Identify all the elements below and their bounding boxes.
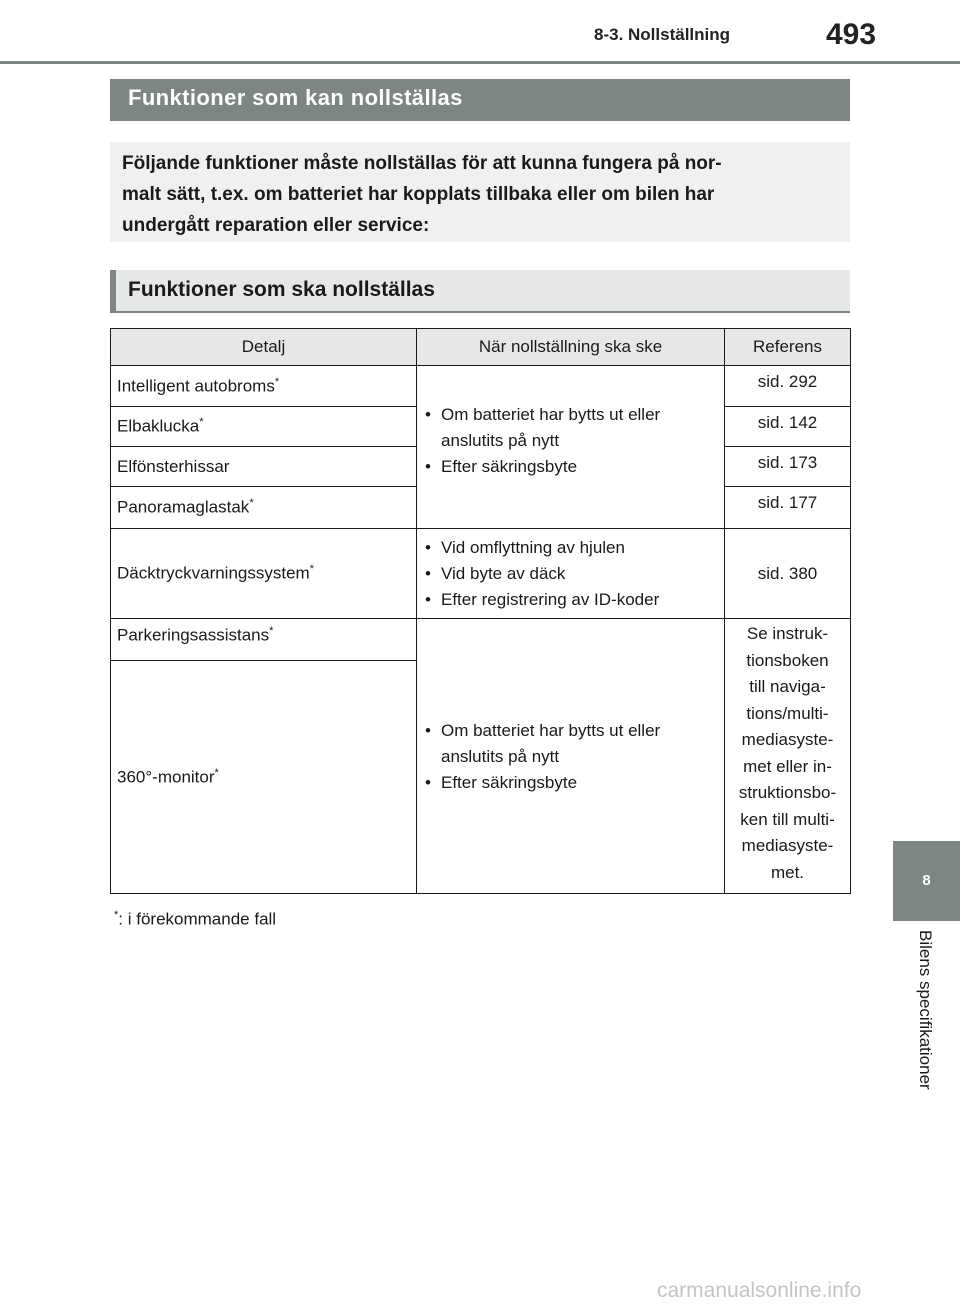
table-header-row xyxy=(111,329,851,366)
row-condition xyxy=(417,366,725,529)
reset-functions-table xyxy=(110,328,851,894)
page-number: 493 xyxy=(826,18,877,51)
row-item xyxy=(111,529,417,619)
asterisk-mark: * xyxy=(199,416,204,429)
condition-item: • Efter säkringsbyte xyxy=(423,770,724,796)
row-reference: sid. 380 xyxy=(725,529,851,619)
chapter-label: Bilens specifikationer xyxy=(916,930,935,1090)
subsection-heading: Funktioner som ska nollställas xyxy=(110,270,850,313)
row-reference: sid. 142 xyxy=(725,407,851,447)
row-condition xyxy=(417,619,725,894)
condition-item: • Vid omflyttning av hjulen xyxy=(423,535,724,561)
column-header-detail: Detalj xyxy=(111,329,417,366)
section-title: 8-3. Nollställning xyxy=(594,25,731,44)
condition-item: • Vid byte av däck xyxy=(423,561,724,587)
asterisk-mark: * xyxy=(269,625,274,637)
row-item-label: Däcktryckvarningssystem xyxy=(117,563,310,583)
chapter-tab: 8 xyxy=(893,841,960,921)
table-row xyxy=(111,366,851,407)
footnote-text: : i förekommande fall xyxy=(118,909,277,929)
row-item-label: 360°-monitor xyxy=(117,767,215,787)
row-item-label: Parkeringsassistans xyxy=(117,625,270,645)
intro-line: malt sätt, t.ex. om batteriet har kopplats tillbaka eller om bilen har xyxy=(122,184,715,205)
row-reference: sid. 173 xyxy=(725,447,851,487)
table-row xyxy=(111,619,851,661)
row-item xyxy=(111,487,417,529)
row-reference: Se instruk- tionsboken till naviga- tions/multi- mediasyste- met eller in- struktionsbo- ken till multi- mediasyste- met. xyxy=(725,619,851,894)
column-header-reference: Referens xyxy=(725,329,851,366)
table-row xyxy=(111,529,851,619)
row-item: Elfönsterhissar xyxy=(111,447,417,487)
intro-box xyxy=(110,142,850,242)
header-rule xyxy=(0,61,960,64)
condition-item: • Om batteriet har bytts ut eller anslutits på nytt xyxy=(423,718,724,770)
condition-item: • Om batteriet har bytts ut eller anslutits på nytt xyxy=(423,402,724,454)
condition-item: • Efter säkringsbyte xyxy=(423,454,724,480)
row-reference: sid. 292 xyxy=(725,366,851,407)
row-item xyxy=(111,661,417,894)
asterisk-mark: * xyxy=(309,563,314,576)
intro-line: undergått reparation eller service: xyxy=(122,215,430,236)
row-item xyxy=(111,619,417,661)
footnote xyxy=(114,909,276,930)
intro-text xyxy=(122,148,838,241)
row-item xyxy=(111,366,417,407)
condition-item: • Efter registrering av ID-koder xyxy=(423,587,724,613)
row-reference: sid. 177 xyxy=(725,487,851,529)
column-header-when: När nollställning ska ske xyxy=(417,329,725,366)
asterisk-mark: * xyxy=(249,497,254,510)
row-item xyxy=(111,407,417,447)
asterisk-mark: * xyxy=(214,766,219,779)
section-heading: Funktioner som kan nollställas xyxy=(110,79,850,121)
asterisk-mark: * xyxy=(274,375,280,388)
footnote-mark: * xyxy=(114,909,119,921)
intro-line: Följande funktioner måste nollställas för att kunna fungera på nor- xyxy=(122,153,722,174)
row-item-label: Intelligent autobroms xyxy=(117,376,275,396)
row-item-label: Panoramaglastak xyxy=(117,497,250,517)
row-condition xyxy=(417,529,725,619)
row-item-label: Elbaklucka xyxy=(117,416,200,436)
watermark: carmanualsonline.info xyxy=(657,1279,862,1302)
